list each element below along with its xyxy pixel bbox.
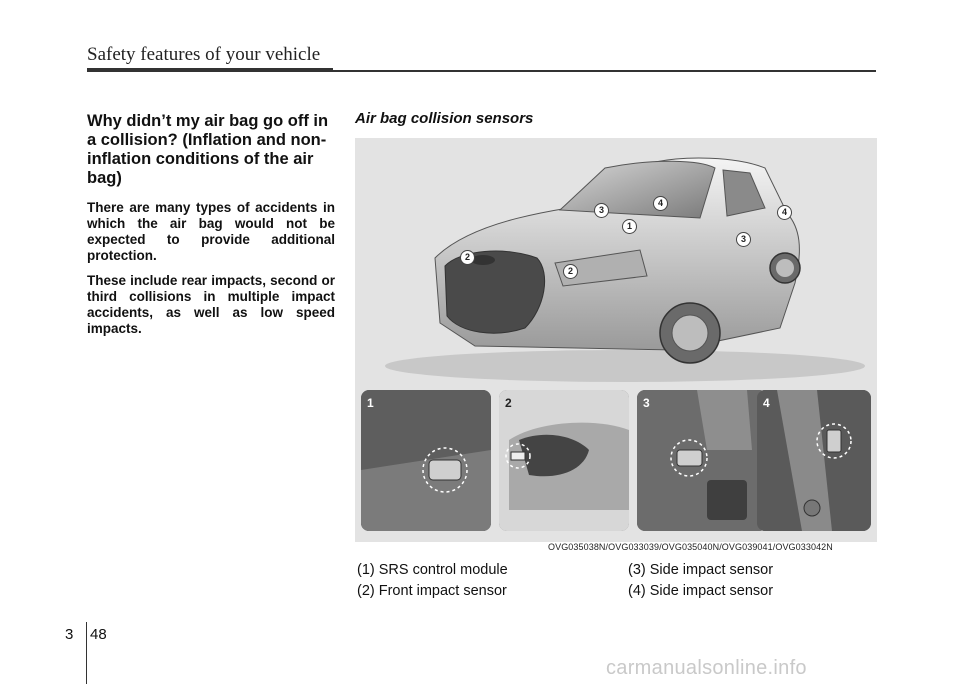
car-marker-module: 1 xyxy=(622,219,637,234)
body-paragraph-2: These include rear impacts, second or third collisions in multiple impact accidents, as well as low speed impacts. xyxy=(87,273,335,336)
watermark: carmanualsonline.info xyxy=(606,657,807,679)
legend-item-4: (4) Side impact sensor xyxy=(628,583,774,599)
detail-panel-1 xyxy=(361,390,491,531)
left-column xyxy=(87,112,335,346)
detail-panel-4 xyxy=(757,390,871,531)
car-marker-front-left: 2 xyxy=(460,250,475,265)
front-sensor-detail-image xyxy=(499,390,629,531)
car-marker-roof: 4 xyxy=(653,196,668,211)
car-marker-pillar: 3 xyxy=(594,203,609,218)
detail-panel-2 xyxy=(499,390,629,531)
detail-panel-3 xyxy=(637,390,767,531)
car-marker-door: 3 xyxy=(736,232,751,247)
header-rule-thick xyxy=(87,68,333,72)
car-marker-front-right: 2 xyxy=(563,264,578,279)
side-sensor-door-detail-image xyxy=(637,390,767,531)
airbag-sensor-figure xyxy=(355,138,877,542)
figure-title: Air bag collision sensors xyxy=(355,110,534,127)
car-illustration xyxy=(355,138,877,388)
car-marker-rear-pillar: 4 xyxy=(777,205,792,220)
srs-module-detail-image xyxy=(361,390,491,531)
body-paragraph-1: There are many types of accidents in which the air bag would not be expected to provide additional protection. xyxy=(87,200,335,263)
legend-item-3: (3) Side impact sensor xyxy=(628,562,774,578)
legend-item-2: (2) Front impact sensor xyxy=(357,583,507,599)
side-sensor-pillar-detail-image xyxy=(757,390,871,531)
footer-rule xyxy=(86,622,87,684)
header-rule-thin xyxy=(333,70,876,72)
panel-number-4: 4 xyxy=(763,396,770,410)
section-header: Safety features of your vehicle xyxy=(87,44,321,65)
section-number: 3 xyxy=(65,626,74,643)
panel-number-2: 2 xyxy=(505,396,512,410)
legend-item-1: (1) SRS control module xyxy=(357,562,508,578)
panel-number-1: 1 xyxy=(367,396,374,410)
panel-number-3: 3 xyxy=(643,396,650,410)
question-heading: Why didn’t my air bag go off in a collision? (Inflation and non-inflation conditions of the air bag) xyxy=(87,112,329,187)
page-number: 48 xyxy=(90,626,107,643)
image-code: OVG035038N/OVG033039/OVG035040N/OVG039041/OVG033042N xyxy=(548,542,833,552)
